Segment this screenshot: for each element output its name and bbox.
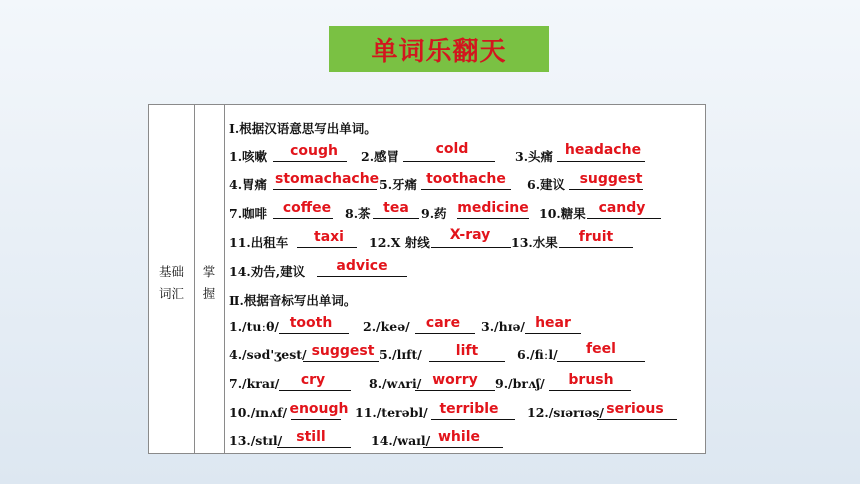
answer-text: fruit [578,229,614,245]
worksheet-table [148,104,706,454]
item-prompt: 5./lɪft/ [379,347,422,362]
answer-text: advice [336,258,388,274]
item-prompt: 14.劝告,建议 [229,264,306,279]
item-prompt: 8.茶 [345,206,371,221]
item-prompt: 6.建议 [527,177,566,192]
item-prompt: 10./ɪnʌf/ [229,405,288,420]
answer-text: cold [435,141,469,157]
answer-text: candy [598,200,646,216]
answer-text: medicine [457,200,529,216]
subcategory-label-line2: 握 [202,286,216,301]
section2-heading: Ⅱ.根据音标写出单词。 [229,293,357,308]
category-label [149,261,194,305]
item-prompt: 4./səd'ʒest/ [229,347,307,362]
exercise-content [229,105,705,453]
item-prompt: 12.X 射线 [369,235,430,250]
item-prompt: 5.牙痛 [379,177,418,192]
item-prompt: 7./kraɪ/ [229,376,280,391]
item-prompt: 2./keə/ [363,319,410,334]
answer-text: headache [564,142,642,158]
subcategory-label [194,261,224,305]
answer-text: terrible [439,401,499,417]
item-prompt: 11./terəbl/ [355,405,428,420]
answer-text: tea [383,200,409,216]
item-prompt: 13.水果 [511,235,558,250]
item-prompt: 7.咖啡 [229,206,268,221]
answer-text: taxi [314,229,344,245]
item-prompt: 8./wʌri/ [369,376,422,391]
answer-text: while [438,429,480,445]
answer-text: still [296,429,326,445]
item-prompt: 3./hɪə/ [481,319,525,334]
answer-text: suggest [579,171,643,187]
item-prompt: 9./brʌʃ/ [495,376,545,391]
category-label-line2: 词汇 [158,286,184,301]
answer-text: coffee [282,200,332,216]
item-prompt: 12./sɪərɪəs/ [527,405,604,420]
item-prompt: 1.咳嗽 [229,149,268,164]
title-banner [329,26,549,72]
item-prompt: 11.出租车 [229,235,289,250]
answer-text: brush [568,372,614,388]
answer-text: serious [606,401,664,417]
answer-text: lift [455,343,479,359]
item-prompt: 6./fiːl/ [517,347,558,362]
answer-text: enough [289,401,349,417]
answer-text: hear [535,315,571,331]
answer-text: cough [290,143,338,159]
answer-text: tooth [289,315,333,331]
answer-text: worry [432,372,478,388]
item-prompt: 14./waɪl/ [371,433,431,448]
answer-text: toothache [426,171,506,187]
item-prompt: 1./tuːθ/ [229,319,279,334]
item-prompt: 2.感冒 [361,149,400,164]
answer-text: suggest [311,343,375,359]
item-prompt: 3.头痛 [515,149,554,164]
item-prompt: 13./stɪl/ [229,433,283,448]
answer-text: care [425,315,461,331]
answer-text: cry [300,372,326,388]
answer-text: feel [586,341,616,357]
page-title: 单词乐翻天 [371,36,507,67]
section1-heading: Ⅰ.根据汉语意思写出单词。 [229,121,377,136]
item-prompt: 10.糖果 [539,206,586,221]
answer-text: stomachache [275,171,380,187]
item-prompt: 9.药 [421,206,447,221]
answer-text: X-ray [449,227,491,243]
category-label-line1: 基础 [158,264,184,279]
subcategory-label-line1: 掌 [202,264,216,279]
item-prompt: 4.胃痛 [229,177,268,192]
